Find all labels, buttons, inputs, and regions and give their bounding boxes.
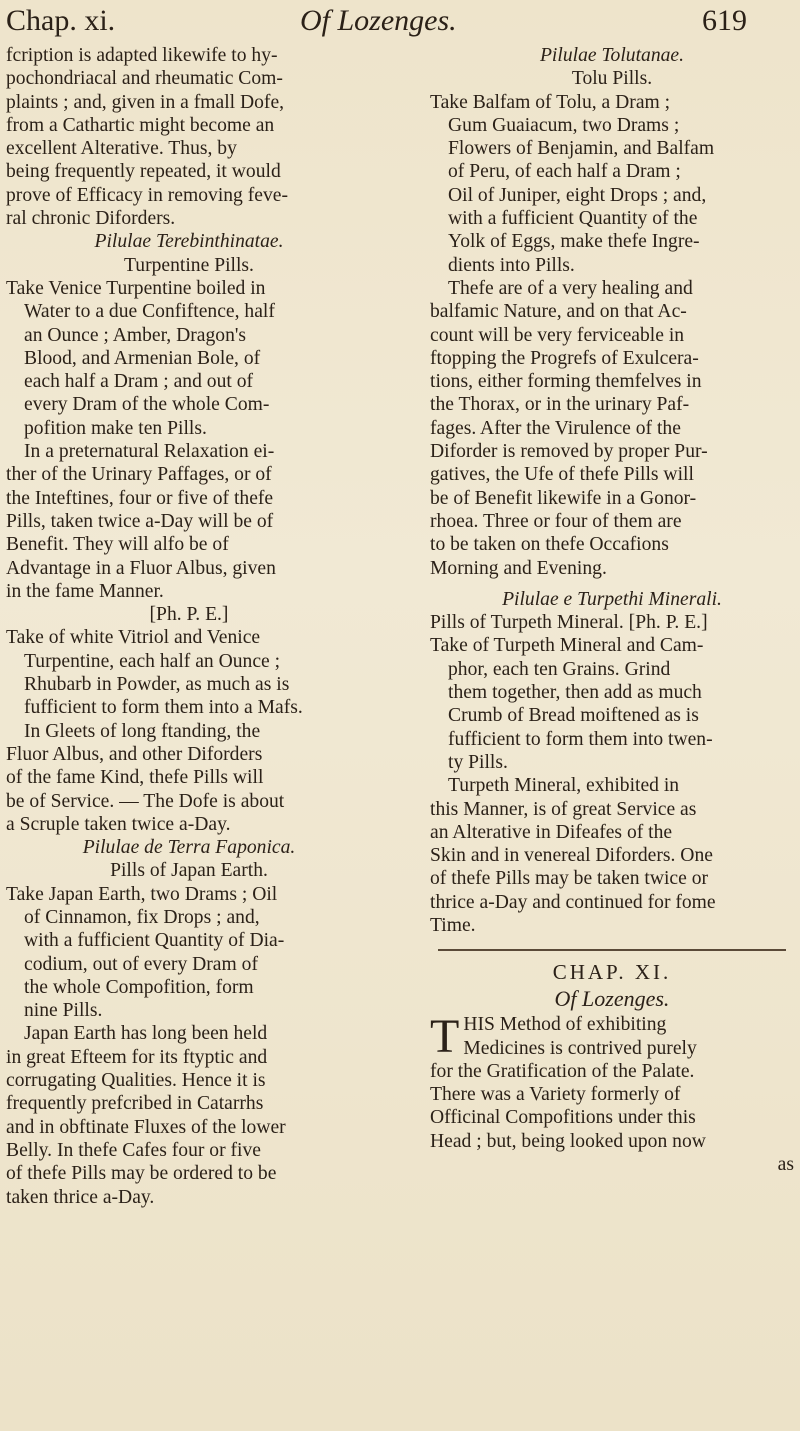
- text-line: fcription is adapted likewife to hy-: [6, 45, 278, 66]
- text-line: Time.: [430, 914, 476, 936]
- text-line: Pilulae e Turpethi Minerali.: [502, 588, 722, 610]
- text-line: In a preternatural Relaxation ei-: [24, 441, 275, 463]
- text-line: In Gleets of long ftanding, the: [24, 720, 261, 742]
- text-line: in great Efteem for its ftyptic and: [6, 1046, 268, 1068]
- text-line: fages. After the Virulence of the: [430, 417, 681, 439]
- text-line: Pills, taken twice a-Day will be of: [6, 510, 274, 532]
- chapter-intro-lines: [430, 1010, 794, 1176]
- text-line: Morning and Evening.: [430, 557, 607, 579]
- text-line: ral chronic Diforders.: [6, 208, 176, 230]
- text-line: Benefit. They will alfo be of: [6, 534, 229, 556]
- text-line: of thefe Pills may be ordered to be: [6, 1163, 277, 1185]
- running-title: Of Lozenges.: [300, 4, 457, 37]
- text-line: taken thrice a-Day.: [6, 1186, 155, 1208]
- text-line: of thefe Pills may be taken twice or: [430, 868, 709, 890]
- text-line: be of Benefit likewife in a Gonor-: [430, 487, 697, 509]
- text-line: Officinal Compofitions under this: [430, 1107, 696, 1129]
- running-header: [0, 4, 800, 40]
- text-line: to be taken on thefe Occafions: [430, 534, 669, 556]
- text-line: this Manner, is of great Service as: [430, 798, 697, 820]
- text-line: phor, each ten Grains. Grind: [448, 658, 671, 680]
- text-line: Pills of Turpeth Mineral. [Ph. P. E.]: [430, 612, 708, 634]
- text-line: Pilulae de Terra Faponica.: [82, 837, 296, 859]
- text-line: ty Pills.: [448, 751, 508, 773]
- text-line: with a fufficient Quantity of Dia-: [24, 930, 285, 952]
- text-line: prove of Efficacy in removing feve-: [6, 184, 288, 206]
- text-line: Turpentine, each half an Ounce ;: [24, 650, 281, 672]
- text-line: count will be very ferviceable in: [430, 324, 685, 346]
- text-line: rhoea. Three or four of them are: [430, 510, 682, 532]
- text-line: codium, out of every Dram of: [24, 953, 258, 975]
- text-line: gatives, the Ufe of thefe Pills will: [430, 464, 694, 486]
- text-line: be of Service. — The Dofe is about: [6, 790, 285, 812]
- chapter-subheading: Of Lozenges.: [554, 986, 670, 1012]
- text-line: Belly. In thefe Cafes four or five: [6, 1139, 261, 1161]
- text-line: from a Cathartic might become an: [6, 114, 275, 136]
- text-line: frequently prefcribed in Catarrhs: [6, 1093, 264, 1115]
- text-line: the Inteftines, four or five of thefe: [6, 487, 274, 509]
- text-line: pochondriacal and rheumatic Com-: [6, 68, 283, 90]
- text-line: of Cinnamon, fix Drops ; and,: [24, 906, 260, 928]
- section-divider: [438, 949, 786, 951]
- text-line: balfamic Nature, and on that Ac-: [430, 301, 687, 323]
- left-column: [6, 44, 372, 1209]
- text-line: HIS Method of exhibiting: [463, 1014, 667, 1036]
- text-line: and in obftinate Fluxes of the lower: [6, 1116, 286, 1138]
- text-line: each half a Dram ; and out of: [24, 371, 254, 393]
- chapter-label: Chap. xi.: [6, 4, 116, 37]
- text-line: fufficient to form them into a Mafs.: [24, 697, 303, 719]
- text-line: of the fame Kind, thefe Pills will: [6, 767, 264, 789]
- text-line: Diforder is removed by proper Pur-: [430, 441, 708, 463]
- text-line: corrugating Qualities. Hence it is: [6, 1070, 266, 1092]
- chapter-intro: [430, 1010, 794, 1176]
- text-line: for the Gratification of the Palate.: [430, 1060, 695, 1082]
- text-line: the whole Compofition, form: [24, 976, 254, 998]
- text-line: as: [777, 1154, 794, 1176]
- text-line: nine Pills.: [24, 1000, 103, 1022]
- text-line: ther of the Urinary Paffages, or of: [6, 464, 272, 486]
- text-line: with a fufficient Quantity of the: [448, 208, 698, 230]
- text-line: [Ph. P. E.]: [149, 604, 229, 626]
- text-line: Turpentine Pills.: [124, 254, 254, 276]
- text-line: Take Balfam of Tolu, a Dram ;: [430, 91, 671, 113]
- text-line: Take Japan Earth, two Drams ; Oil: [6, 883, 278, 905]
- text-line: Oil of Juniper, eight Drops ; and,: [448, 184, 707, 206]
- text-line: Flowers of Benjamin, and Balfam: [448, 138, 715, 160]
- text-line: an Alterative in Difeafes of the: [430, 821, 673, 843]
- text-line: Japan Earth has long been held: [24, 1023, 268, 1045]
- text-line: Tolu Pills.: [571, 68, 653, 90]
- text-line: thrice a-Day and continued for fome: [430, 891, 716, 913]
- right-column-text: [430, 44, 794, 937]
- text-line: Yolk of Eggs, make thefe Ingre-: [448, 231, 700, 253]
- text-line: ftopping the Progrefs of Exulcera-: [430, 347, 699, 369]
- text-line: Take of Turpeth Mineral and Cam-: [430, 635, 704, 657]
- text-line: Skin and in venereal Diforders. One: [430, 845, 713, 867]
- text-line: excellent Alterative. Thus, by: [6, 138, 237, 160]
- text-line: the Thorax, or in the urinary Paf-: [430, 394, 690, 416]
- text-line: There was a Variety formerly of: [430, 1084, 681, 1106]
- text-line: them together, then add as much: [448, 682, 702, 704]
- text-line: Gum Guaiacum, two Drams ;: [448, 114, 680, 136]
- text-line: Rhubarb in Powder, as much as is: [24, 674, 290, 696]
- text-line: Medicines is contrived purely: [463, 1037, 697, 1059]
- text-line: Fluor Albus, and other Diforders: [6, 743, 263, 765]
- text-line: Turpeth Mineral, exhibited in: [448, 775, 680, 797]
- text-line: in the fame Manner.: [6, 580, 164, 602]
- text-line: Head ; but, being looked upon now: [430, 1130, 706, 1152]
- text-line: Pilulae Terebinthinatae.: [94, 231, 284, 253]
- text-line: Take of white Vitriol and Venice: [6, 627, 261, 649]
- text-line: Thefe are of a very healing and: [448, 277, 693, 299]
- right-column: [430, 44, 794, 1176]
- text-line: Crumb of Bread moiftened as is: [448, 705, 699, 727]
- text-line: of Peru, of each half a Dram ;: [448, 161, 681, 183]
- text-line: a Scruple taken twice a-Day.: [6, 813, 231, 835]
- drop-cap: T: [430, 1010, 460, 1064]
- text-line: being frequently repeated, it would: [6, 161, 281, 183]
- text-line: Pills of Japan Earth.: [110, 860, 268, 882]
- text-line: Blood, and Armenian Bole, of: [24, 347, 261, 369]
- chapter-heading: CHAP. XI.: [552, 960, 672, 985]
- text-line: Pilulae Tolutanae.: [539, 45, 685, 66]
- text-line: Water to a due Confiftence, half: [24, 301, 275, 323]
- text-line: every Dram of the whole Com-: [24, 394, 270, 416]
- text-line: dients into Pills.: [448, 254, 575, 276]
- text-line: [430, 580, 794, 588]
- text-line: Take Venice Turpentine boiled in: [6, 277, 266, 299]
- text-line: tions, either forming themfelves in: [430, 371, 702, 393]
- page-number: 619: [702, 4, 747, 37]
- text-line: Advantage in a Fluor Albus, given: [6, 557, 276, 579]
- text-line: fufficient to form them into twen-: [448, 728, 713, 750]
- text-line: pofition make ten Pills.: [24, 417, 207, 439]
- text-line: an Ounce ; Amber, Dragon's: [24, 324, 247, 346]
- text-line: plaints ; and, given in a fmall Dofe,: [6, 91, 285, 113]
